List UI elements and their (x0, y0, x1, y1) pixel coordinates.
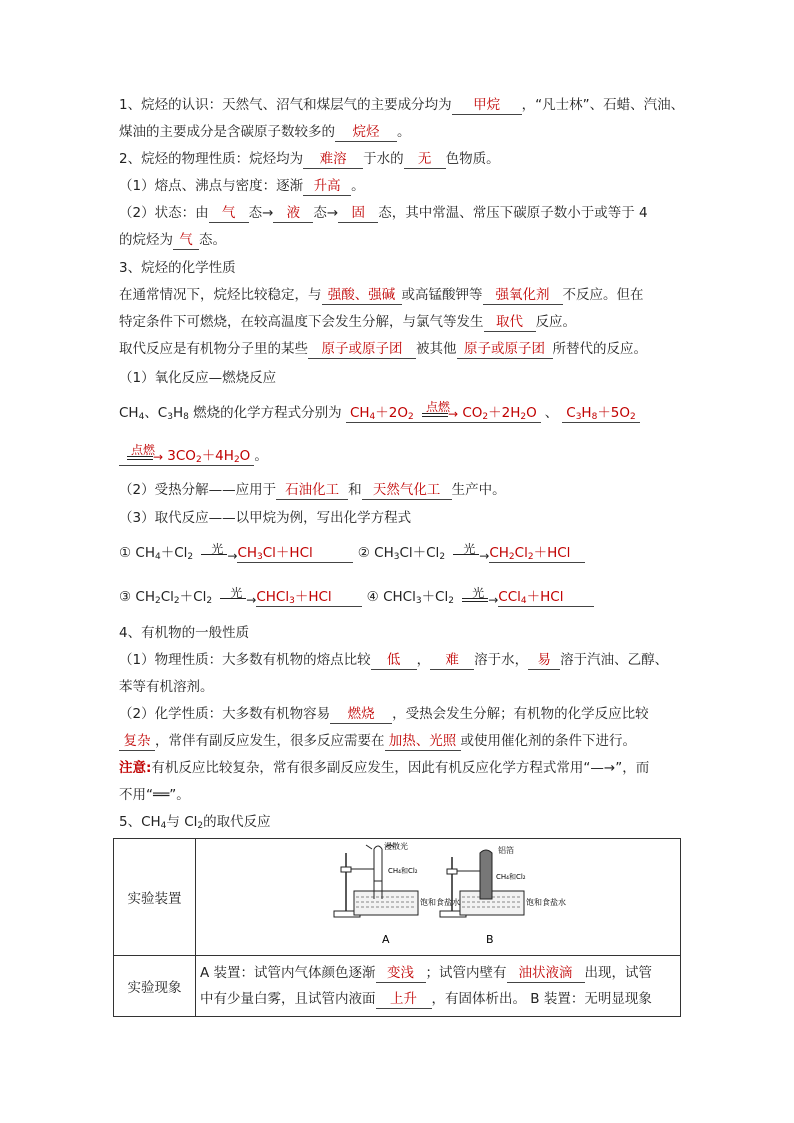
substitution-row2: ③ $CH_2Cl_2+Cl_2$ 光 → CHCl$_3$＋HCl ④ $CHCl_3+Cl_2$ 光 → CCl$_4$＋HCl (119, 587, 594, 607)
text: 态。 (199, 232, 226, 248)
answer-blank: 无 (404, 150, 446, 169)
label: CH₄和Cl₂ (496, 873, 526, 881)
text: （1）熔点、沸点与密度：逐渐 (119, 178, 304, 194)
answer-blank: 原子或原子团 (457, 340, 553, 359)
condition-label: 光 (230, 586, 243, 600)
s3-p3-title: （3）取代反应——以甲烷为例，写出化学方程式 (119, 510, 412, 526)
item-number: ③ (119, 589, 132, 605)
s2-p1 (119, 176, 365, 196)
text: 溶于汽油、乙醇、 (560, 652, 669, 668)
apparatus-cell (196, 839, 681, 956)
text: 色物质。 (445, 151, 500, 167)
condition-label: 光 (472, 586, 485, 600)
subscript: 2 (197, 821, 204, 831)
subscript: 8 (591, 412, 598, 422)
reaction-arrow: 点燃 → (123, 445, 163, 465)
text: 、 (544, 405, 559, 421)
s4-p1 (119, 650, 668, 670)
apparatus-diagram (196, 839, 680, 951)
subscript: 4 (369, 412, 376, 422)
answer-blank: 烷烃 (335, 123, 397, 142)
answer-blank: 复杂 (119, 732, 155, 751)
label: 饱和食盐水 (420, 898, 460, 907)
subscript: 4 (138, 412, 145, 422)
answer-blank: 燃烧 (330, 705, 392, 724)
subscript: 2 (482, 412, 489, 422)
text: 有机反应比较复杂，常有很多副反应发生，因此有机反应化学方程式常用“—→”，而 (151, 760, 650, 776)
apparatus-a (334, 841, 460, 946)
subscript: 2 (408, 412, 414, 422)
text: 2、烷烃的物理性质：烷烃均为 (119, 151, 304, 167)
answer-blank: 变浅 (376, 964, 426, 983)
combustion-line2 (119, 445, 268, 466)
combustion-equation-c3h8-start (562, 404, 640, 423)
text: 。 (254, 448, 268, 464)
text: A 装置：试管内气体颜色逐渐 (200, 965, 376, 981)
s4-p2-cont (119, 731, 636, 751)
text: ，受热会发生分解；有机物的化学反应比较 (392, 706, 649, 722)
text: 被其他 (416, 341, 457, 357)
answer-blank: 加热、光照 (385, 732, 461, 751)
subscript: 2 (233, 455, 240, 465)
text: CH (349, 405, 370, 421)
answer-blank: $CH_3Cl+HCl$ (237, 544, 353, 563)
text: 。 (351, 178, 365, 194)
answer-blank: 取代 (484, 313, 536, 332)
text: O (239, 448, 251, 464)
answer-blank: 强酸、强碱 (322, 286, 402, 305)
subscript: 8 (183, 412, 189, 422)
item-number: ④ (366, 589, 379, 605)
text: 或高锰酸钾等 (401, 287, 483, 303)
s3-title: 3、烷烃的化学性质 (119, 260, 236, 276)
s1-line1 (119, 95, 684, 115)
row-label: 实验现象 (114, 956, 196, 1017)
row-label: 实验装置 (114, 839, 196, 956)
answer-blank: 强氧化剂 (483, 286, 563, 305)
combustion-equation-ch4 (346, 402, 541, 423)
text: CO (462, 405, 483, 421)
label: 铝箔 (498, 846, 514, 855)
answer-blank: 固 (338, 204, 378, 223)
subscript: 2 (630, 412, 636, 422)
subscript: 2 (520, 412, 527, 422)
reaction-arrow: 点燃 → (418, 402, 458, 422)
s4-p2 (119, 704, 649, 724)
text: 的烷烃为 (119, 232, 173, 248)
s1-line2 (119, 122, 411, 142)
answer-blank: 气 (173, 231, 199, 250)
text: ，“凡士林”、石蜡、汽油、 (521, 97, 685, 113)
s3-p2 (119, 480, 506, 500)
text: 煤油的主要成分是含碳原子数较多的 (119, 124, 335, 140)
item-number: ② (357, 545, 370, 561)
answer-blank: 升高 (303, 177, 351, 196)
caption: A (382, 933, 390, 946)
s3-line3 (119, 339, 647, 359)
caption: B (486, 933, 494, 946)
label: 漫散光 (384, 842, 408, 851)
combustion-line1 (119, 402, 640, 423)
text: CH (119, 405, 139, 421)
item-number: ① (119, 545, 132, 561)
answer-blank: 液 (273, 204, 313, 223)
text: ＋4H (201, 448, 234, 464)
combustion-equation-c3h8-end (119, 445, 254, 466)
text: 出现，试管 (584, 965, 653, 981)
text: ＋2O (375, 405, 408, 421)
reaction-arrow: 光 → (216, 587, 256, 607)
text: 态→ (313, 205, 339, 221)
substitution-row1: ① $CH_4+Cl_2$ 光 → $CH_3Cl+HCl$ ② $CH_3Cl+Cl_2$ 光 → $CH_2Cl_2+HCl$ (119, 543, 585, 563)
answer-blank: 上升 (376, 990, 432, 1009)
text: C (566, 405, 576, 421)
answer-blank: 天然气化工 (362, 481, 452, 500)
answer-blank: 甲烷 (452, 96, 522, 115)
text: ＋2H (488, 405, 521, 421)
text: （1）物理性质：大多数有机物的熔点比较 (119, 652, 371, 668)
answer-blank: $CH_2Cl_2+HCl$ (489, 544, 585, 563)
answer-blank: 石油化工 (276, 481, 348, 500)
text: 于水的 (363, 151, 404, 167)
text: 生产中。 (451, 482, 506, 498)
text: 取代反应是有机物分子里的某些 (119, 341, 308, 357)
answer-blank: 原子或原子团 (308, 340, 416, 359)
text: 特定条件下可燃烧，在较高温度下会发生分解，与氯气等发生 (119, 314, 484, 330)
text: 、C (144, 405, 168, 421)
text: 所替代的反应。 (552, 341, 647, 357)
text: H (172, 405, 184, 421)
reaction-arrow: 光 → (197, 543, 237, 563)
text: ，常伴有副反应发生，很多反应需要在 (155, 733, 385, 749)
text: 3CO (167, 448, 196, 464)
text: 中有少量白雾，且试管内液面 (200, 991, 376, 1007)
s4-p1-cont: 苯等有机溶剂。 (119, 679, 214, 695)
reaction-arrow: 光 → (458, 587, 498, 607)
answer-blank: 低 (371, 651, 417, 670)
answer-blank: CCl$_4$＋HCl (498, 588, 594, 607)
subscript: 2 (195, 455, 202, 465)
s4-note (119, 758, 649, 778)
answer-blank: 难 (430, 651, 474, 670)
s2-line1 (119, 149, 500, 169)
subscript: 3 (575, 412, 582, 422)
note-label: 注意: (119, 760, 152, 776)
text: 不反应。但在 (562, 287, 644, 303)
s2-p2-cont (119, 230, 226, 250)
table-row (114, 956, 681, 1017)
text: ＋5O (597, 405, 631, 421)
text: 1、烷烃的认识：天然气、沼气和煤层气的主要成分均为 (119, 97, 452, 113)
phenomenon-cell (196, 956, 681, 1017)
text: 在通常情况下，烷烃比较稳定，与 (119, 287, 322, 303)
text: 5、CH (119, 814, 161, 830)
text: ，有固体析出。 B 装置：无明显现象 (431, 991, 652, 1007)
text: 。 (397, 124, 411, 140)
text: H (581, 405, 592, 421)
text: 溶于水， (474, 652, 529, 668)
answer-blank: 气 (209, 204, 249, 223)
text: O (526, 405, 537, 421)
condition-label: 点燃 (426, 400, 451, 414)
s3-line1 (119, 285, 644, 305)
s4-title: 4、有机物的一般性质 (119, 625, 250, 641)
condition-label: 光 (211, 542, 224, 556)
text: （2）状态：由 (119, 205, 209, 221)
apparatus-b (440, 845, 566, 946)
s4-note-cont: 不用“══”。 (119, 787, 190, 803)
text: 与 Cl (166, 814, 198, 830)
text: ， (416, 652, 431, 668)
text: 反应。 (535, 314, 576, 330)
text: 态，其中常温、常压下碳原子数小于或等于 4 (378, 205, 648, 221)
answer-blank: 油状液滴 (507, 964, 585, 983)
reaction-arrow: 光 → (449, 543, 489, 563)
subscript: 3 (167, 412, 173, 422)
text: 燃烧的化学方程式分别为 (188, 405, 342, 421)
text: （2）化学性质：大多数有机物容易 (119, 706, 331, 722)
text: 或使用催化剂的条件下进行。 (460, 733, 636, 749)
label: CH₄和Cl₂ (388, 867, 418, 875)
experiment-table (113, 838, 681, 1017)
s5-title (119, 812, 271, 832)
text: 的取代反应 (203, 814, 271, 830)
s3-line2 (119, 312, 576, 332)
answer-blank: 易 (528, 651, 560, 670)
text: 态→ (248, 205, 274, 221)
label: 饱和食盐水 (526, 898, 566, 907)
condition-label: 光 (463, 542, 476, 556)
s2-p2 (119, 203, 648, 223)
answer-blank: CHCl$_3$＋HCl (256, 588, 362, 607)
text: （2）受热分解——应用于 (119, 482, 277, 498)
subscript: 4 (160, 821, 167, 831)
s3-p1-title: （1）氧化反应—燃烧反应 (119, 370, 277, 386)
answer-blank: 难溶 (303, 150, 363, 169)
text: ；试管内壁有 (425, 965, 507, 981)
text: 和 (348, 482, 362, 498)
condition-label: 点燃 (130, 443, 155, 457)
table-row (114, 839, 681, 956)
